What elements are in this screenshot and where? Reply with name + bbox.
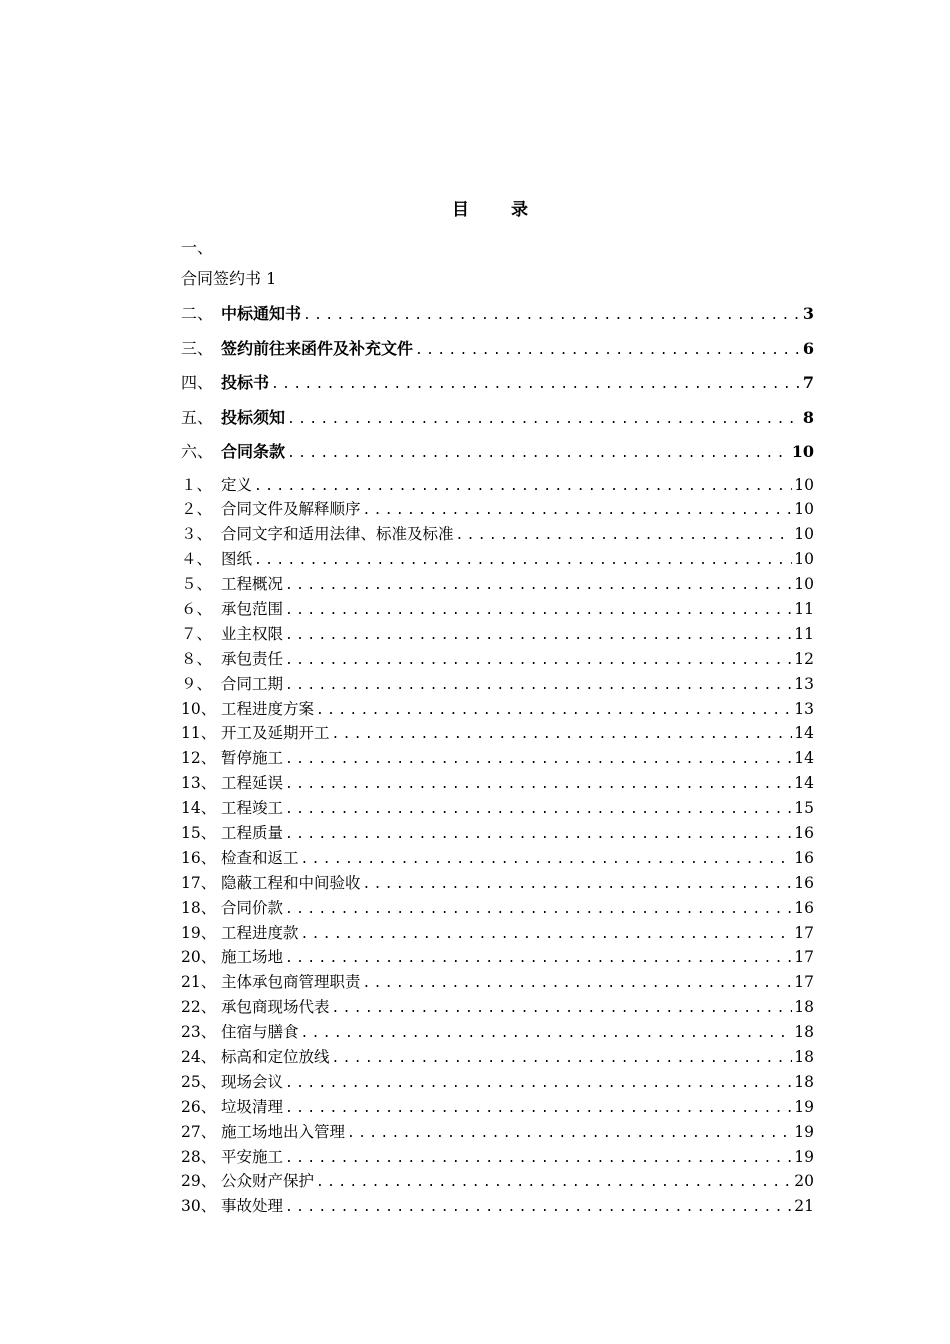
toc-entry[interactable] xyxy=(181,572,814,597)
toc-page-number: 16 xyxy=(794,873,814,892)
toc-entry[interactable] xyxy=(181,945,814,970)
toc-page-number: 12 xyxy=(794,649,814,668)
toc-page-number: 13 xyxy=(794,674,814,693)
toc-entry-number: 13、 xyxy=(181,774,217,793)
toc-dot-leader xyxy=(283,748,792,771)
toc-entry[interactable] xyxy=(181,597,814,622)
toc-dot-leader xyxy=(299,848,793,871)
toc-page-number: 14 xyxy=(794,724,814,743)
toc-entry-title: 合同价款 xyxy=(221,898,284,917)
toc-page-number: 10 xyxy=(794,500,814,519)
toc-list xyxy=(181,300,814,1219)
toc-entry[interactable] xyxy=(181,438,814,473)
toc-page-number: 18 xyxy=(794,1047,814,1066)
toc-entry-title: 签约前往来函件及补充文件 xyxy=(221,338,414,358)
toc-entry[interactable] xyxy=(181,1095,814,1120)
toc-dot-leader xyxy=(283,898,792,921)
toc-entry[interactable] xyxy=(181,522,814,547)
toc-entry-title: 事故处理 xyxy=(221,1197,284,1216)
toc-page-number: 13 xyxy=(794,699,814,718)
toc-entry-number: 24、 xyxy=(181,1047,217,1066)
toc-entry[interactable] xyxy=(181,821,814,846)
toc-dot-leader xyxy=(283,674,792,697)
toc-page-number: 15 xyxy=(794,799,814,818)
toc-entry-title: 主体承包商管理职责 xyxy=(221,973,361,992)
toc-entry[interactable] xyxy=(181,995,814,1020)
toc-entry-title: 投标书 xyxy=(221,373,270,392)
toc-entry[interactable] xyxy=(181,497,814,522)
toc-entry-title: 合同文件及解释顺序 xyxy=(221,500,361,519)
toc-entry-title: 承包商现场代表 xyxy=(221,998,330,1017)
toc-entry-number: 17、 xyxy=(181,873,217,892)
toc-page-number: 19 xyxy=(794,1147,814,1166)
toc-entry-number: 29、 xyxy=(181,1172,217,1191)
toc-page-number: 7 xyxy=(802,373,814,392)
toc-dot-leader xyxy=(283,599,792,622)
toc-entry-number: 19、 xyxy=(181,923,217,942)
toc-entry-number: 21、 xyxy=(181,973,217,992)
toc-entry[interactable] xyxy=(181,369,814,404)
toc-entry[interactable] xyxy=(181,622,814,647)
toc-entry-title: 定义 xyxy=(221,475,253,494)
toc-entry-title: 检查和返工 xyxy=(221,848,299,867)
toc-dot-leader xyxy=(301,302,801,330)
toc-entry[interactable] xyxy=(181,1194,814,1219)
toc-dot-leader xyxy=(299,923,793,946)
toc-entry[interactable] xyxy=(181,921,814,946)
toc-page-number: 20 xyxy=(794,1172,814,1191)
toc-dot-leader xyxy=(361,873,793,896)
toc-entry[interactable] xyxy=(181,1070,814,1095)
toc-page-number: 14 xyxy=(794,774,814,793)
toc-entry-number: ７、 xyxy=(181,624,213,643)
toc-entry-title: 中标通知书 xyxy=(221,304,302,323)
toc-entry-number: 二、 xyxy=(181,304,214,323)
toc-dot-leader xyxy=(283,798,792,821)
intro-line-2: 合同签约书 1 xyxy=(181,269,277,288)
toc-dot-leader xyxy=(283,773,792,796)
toc-entry-number: 27、 xyxy=(181,1122,217,1141)
toc-entry-title: 图纸 xyxy=(221,550,253,569)
toc-title: 目 录 xyxy=(452,200,546,220)
toc-page-number: 19 xyxy=(794,1097,814,1116)
toc-page-number: 17 xyxy=(794,923,814,942)
toc-entry-number: 20、 xyxy=(181,948,217,967)
toc-dot-leader xyxy=(361,972,793,995)
toc-entry[interactable] xyxy=(181,672,814,697)
toc-dot-leader xyxy=(454,524,793,547)
toc-dot-leader xyxy=(252,549,792,572)
toc-entry[interactable] xyxy=(181,1169,814,1194)
toc-page-number: 6 xyxy=(802,338,814,358)
toc-entry-title: 现场会议 xyxy=(221,1072,284,1091)
toc-entry[interactable] xyxy=(181,896,814,921)
toc-dot-leader xyxy=(285,440,790,468)
toc-dot-leader xyxy=(314,699,792,722)
toc-entry-title: 公众财产保护 xyxy=(221,1172,315,1191)
toc-entry-number: 23、 xyxy=(181,1023,217,1042)
toc-dot-leader xyxy=(283,1147,792,1170)
toc-entry[interactable] xyxy=(181,970,814,995)
toc-entry-title: 施工场地出入管理 xyxy=(221,1122,346,1141)
toc-entry-number: ６、 xyxy=(181,599,213,618)
toc-entry-number: ４、 xyxy=(181,550,213,569)
toc-entry[interactable] xyxy=(181,1045,814,1070)
toc-entry[interactable] xyxy=(181,404,814,439)
toc-entry-number: 15、 xyxy=(181,823,217,842)
toc-dot-leader xyxy=(283,1072,792,1095)
toc-page-number: 10 xyxy=(794,575,814,594)
toc-dot-leader xyxy=(252,475,792,498)
toc-entry-title: 住宿与膳食 xyxy=(221,1023,299,1042)
toc-entry-title: 合同条款 xyxy=(221,442,286,461)
toc-page-number: 18 xyxy=(794,1023,814,1042)
toc-entry[interactable] xyxy=(181,1145,814,1170)
toc-page-number: 18 xyxy=(794,998,814,1017)
toc-entry-number: 10、 xyxy=(181,699,217,718)
toc-page-number: 11 xyxy=(794,624,814,643)
toc-entry-title: 开工及延期开工 xyxy=(221,724,330,743)
toc-entry-number: １、 xyxy=(181,475,213,494)
toc-page-number: 11 xyxy=(794,599,814,618)
toc-entry-number: ９、 xyxy=(181,674,213,693)
toc-entry-title: 工程概况 xyxy=(221,575,284,594)
toc-entry-number: ２、 xyxy=(181,500,213,519)
toc-entry-title: 工程进度款 xyxy=(221,923,299,942)
toc-entry-number: 四、 xyxy=(181,373,214,392)
toc-page-number: 8 xyxy=(802,407,814,427)
toc-page-number: 10 xyxy=(791,442,814,461)
toc-dot-leader xyxy=(283,624,792,647)
toc-entry-number: 26、 xyxy=(181,1097,217,1116)
toc-dot-leader xyxy=(361,499,793,522)
toc-entry-title: 隐蔽工程和中间验收 xyxy=(221,873,361,892)
toc-dot-leader xyxy=(314,1171,792,1194)
toc-dot-leader xyxy=(283,649,792,672)
toc-entry-title: 投标须知 xyxy=(221,407,286,427)
toc-page-number: 18 xyxy=(794,1072,814,1091)
toc-entry[interactable] xyxy=(181,721,814,746)
toc-entry-title: 平安施工 xyxy=(221,1147,284,1166)
toc-dot-leader xyxy=(283,947,792,970)
toc-page-number: 10 xyxy=(794,475,814,494)
toc-entry-number: ５、 xyxy=(181,575,213,594)
toc-page-number: 17 xyxy=(794,948,814,967)
toc-entry-number: 六、 xyxy=(181,442,214,461)
toc-entry-title: 工程质量 xyxy=(221,823,284,842)
toc-entry-number: 三、 xyxy=(181,338,214,358)
toc-entry-title: 垃圾清理 xyxy=(221,1097,284,1116)
toc-entry-number: ３、 xyxy=(181,525,213,544)
toc-entry-title: 合同工期 xyxy=(221,674,284,693)
toc-page-number: 3 xyxy=(802,304,814,323)
intro-line-1: 一、 xyxy=(181,238,214,257)
toc-entry[interactable] xyxy=(181,771,814,796)
toc-entry[interactable] xyxy=(181,1020,814,1045)
toc-dot-leader xyxy=(283,1196,792,1219)
toc-entry[interactable] xyxy=(181,697,814,722)
toc-entry-number: 22、 xyxy=(181,998,217,1017)
toc-page-number: 19 xyxy=(794,1122,814,1141)
toc-entry[interactable] xyxy=(181,871,814,896)
toc-entry-number: 25、 xyxy=(181,1072,217,1091)
toc-entry-title: 承包责任 xyxy=(221,649,284,668)
toc-entry-number: 五、 xyxy=(181,407,214,427)
toc-entry[interactable] xyxy=(181,647,814,672)
toc-page-number: 17 xyxy=(794,973,814,992)
toc-page-number: 14 xyxy=(794,749,814,768)
toc-page-number: 10 xyxy=(794,550,814,569)
toc-entry-number: 30、 xyxy=(181,1197,217,1216)
toc-dot-leader xyxy=(283,574,792,597)
toc-entry-title: 工程延误 xyxy=(221,774,284,793)
toc-entry[interactable] xyxy=(181,746,814,771)
toc-entry-number: ８、 xyxy=(181,649,213,668)
toc-entry-title: 工程进度方案 xyxy=(221,699,315,718)
toc-page-number: 10 xyxy=(794,525,814,544)
toc-dot-leader xyxy=(330,997,793,1020)
toc-entry-title: 标高和定位放线 xyxy=(221,1047,330,1066)
toc-entry-number: 11、 xyxy=(181,724,217,743)
toc-entry[interactable] xyxy=(181,1120,814,1145)
toc-dot-leader xyxy=(269,371,801,399)
toc-entry-title: 暂停施工 xyxy=(221,749,284,768)
toc-entry-number: 18、 xyxy=(181,898,217,917)
toc-page-number: 21 xyxy=(794,1197,814,1216)
toc-entry-number: 28、 xyxy=(181,1147,217,1166)
toc-entry-number: 14、 xyxy=(181,799,217,818)
toc-dot-leader xyxy=(345,1122,792,1145)
toc-entry-number: 12、 xyxy=(181,749,217,768)
toc-entry[interactable] xyxy=(181,547,814,572)
toc-entry[interactable] xyxy=(181,796,814,821)
toc-page-number: 16 xyxy=(794,848,814,867)
toc-entry-title: 业主权限 xyxy=(221,624,284,643)
toc-dot-leader xyxy=(283,1097,792,1120)
toc-dot-leader xyxy=(283,823,792,846)
toc-entry[interactable] xyxy=(181,335,814,370)
toc-entry-title: 工程竣工 xyxy=(221,799,284,818)
toc-entry-title: 承包范围 xyxy=(221,599,284,618)
toc-entry[interactable] xyxy=(181,473,814,498)
toc-dot-leader xyxy=(285,406,801,434)
toc-dot-leader xyxy=(330,1047,793,1070)
toc-page-number: 16 xyxy=(794,823,814,842)
toc-dot-leader xyxy=(330,723,793,746)
toc-entry[interactable] xyxy=(181,300,814,335)
toc-dot-leader xyxy=(299,1022,793,1045)
toc-entry-title: 合同文字和适用法律、标准及标准 xyxy=(221,525,454,544)
toc-page-number: 16 xyxy=(794,898,814,917)
toc-entry-number: 16、 xyxy=(181,848,217,867)
toc-dot-leader xyxy=(413,337,801,365)
toc-entry[interactable] xyxy=(181,846,814,871)
toc-entry-title: 施工场地 xyxy=(221,948,284,967)
